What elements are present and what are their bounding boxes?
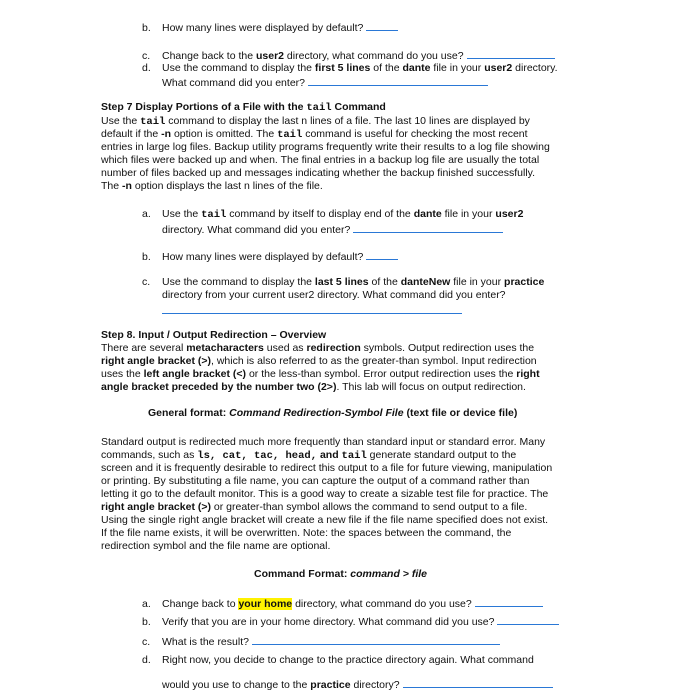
step8-para-line: There are several metacharacters used as redirection symbols. Output redirection uses the (101, 342, 535, 354)
step8-item-d: d. Right now, you decide to change to the practice directory again. What command (142, 654, 534, 666)
step8-body-line: screen and it is frequently desirable to redirect this output to a file for future viewing, manipulation (101, 462, 553, 474)
step8-para-line: angle bracket preceded by the number two (2>). This lab will focus on output redirection. (101, 381, 526, 393)
step8-item-b: b. Verify that you are in your home directory. What command did you use? (142, 614, 559, 629)
step7-para-line: number of files backed up and messages indicating whether the backup finished successfully. (101, 167, 536, 179)
top-item-d-line2: What command did you enter? (162, 75, 488, 90)
answer-blank[interactable] (403, 677, 553, 688)
answer-blank[interactable] (366, 20, 398, 31)
answer-blank[interactable] (252, 634, 500, 645)
step8-body-line: If the file name exists, it will be overwritten. Note: the spaces between the command, the (101, 527, 512, 539)
step8-para-line: uses the left angle bracket (<) or the less-than symbol. Error output redirection uses the right (101, 368, 540, 380)
step8-heading: Step 8. Input / Output Redirection – Overview (101, 329, 327, 341)
step8-item-a: a. Change back to your home directory, what command do you use? (142, 596, 543, 611)
step8-body-line: Standard output is redirected much more frequently than standard input or standard error. Many (101, 436, 546, 448)
step8-body-line: letting it go to the default monitor. This is a good way to create a sizable test file for practice. The (101, 488, 549, 500)
answer-blank[interactable] (353, 222, 503, 233)
step7-item-b: b. How many lines were displayed by default? (142, 249, 398, 264)
command-format: Command Format: command > file (254, 568, 427, 580)
step7-heading: Step 7 Display Portions of a File with the tail Command (101, 101, 386, 114)
step7-item-c: c. Use the command to display the last 5 lines of the danteNew file in your practice (142, 276, 545, 288)
step7-item-a-line2: directory. What command did you enter? (162, 222, 503, 237)
general-format: General format: Command Redirection-Symbol File (text file or device file) (148, 407, 518, 419)
step7-para-line: which files were backed up and when. The final entries in a backup log file are usually the total (101, 154, 540, 166)
answer-blank[interactable] (497, 614, 559, 625)
step7-item-c-line2: directory from your current user2 directory. What command did you enter? (162, 289, 506, 301)
step8-body-line: commands, such as ls, cat, tac, head, and tail generate standard output to the (101, 449, 517, 462)
answer-blank[interactable] (366, 249, 398, 260)
top-item-c: c. Change back to the user2 directory, what command do you use? (142, 48, 555, 63)
step8-body-line: right angle bracket (>) or greater-than symbol allows the command to send output to a file. (101, 501, 528, 513)
step8-body-line: or printing. By substituting a file name, you can capture the output of a command rather than (101, 475, 530, 487)
top-item-b: b. How many lines were displayed by default? (142, 20, 398, 35)
step7-para-line: default if the -n option is omitted. The tail command is useful for checking the most recent (101, 128, 528, 141)
step7-item-c-line3 (162, 303, 462, 318)
answer-blank[interactable] (308, 75, 488, 86)
step7-para-line: entries in large log files. Backup utility programs frequently write their results to a log file showing (101, 141, 550, 153)
answer-blank[interactable] (162, 303, 462, 314)
step7-item-a: a. Use the tail command by itself to display end of the dante file in your user2 (142, 208, 524, 221)
step8-body-line: redirection symbol and the file name are optional. (101, 540, 331, 552)
step8-item-c: c. What is the result? (142, 634, 500, 649)
step8-body-line: Using the single right angle bracket will create a new file if the file name specified does not exist. (101, 514, 549, 526)
top-item-d: d. Use the command to display the first 5 lines of the dante file in your user2 directory. (142, 62, 558, 74)
answer-blank[interactable] (475, 596, 543, 607)
step8-para-line: right angle bracket (>), which is also referred to as the greater-than symbol. Input redirection (101, 355, 537, 367)
answer-blank[interactable] (467, 48, 555, 59)
step7-para-line: The -n option displays the last n lines of the file. (101, 180, 323, 192)
step8-item-d-line2: would you use to change to the practice directory? (162, 677, 553, 692)
step7-para-line: Use the tail command to display the last n lines of a file. The last 10 lines are displayed by (101, 115, 530, 128)
